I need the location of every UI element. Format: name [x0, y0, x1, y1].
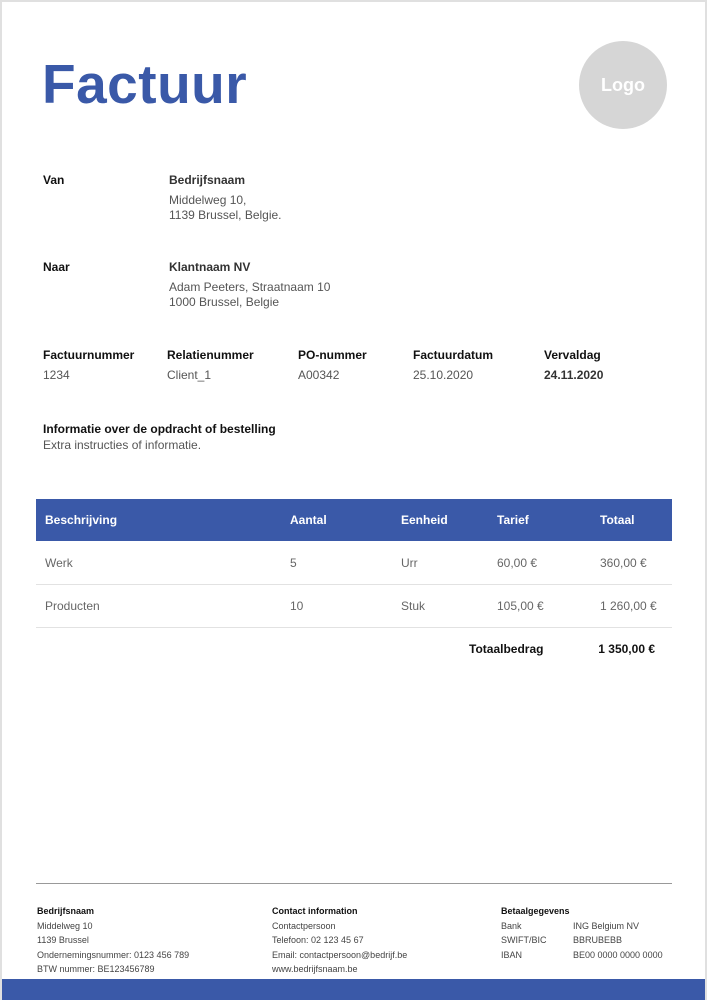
- po-number-value: A00342: [298, 368, 340, 382]
- invoice-title: Factuur: [42, 53, 248, 115]
- recipient-address-line2: 1000 Brussel, Belgie: [169, 295, 280, 309]
- col-total-header: Totaal: [600, 513, 635, 527]
- logo-placeholder: Logo: [579, 41, 667, 129]
- footer-website-link: www.bedrijfsnaam.be: [272, 964, 358, 974]
- row-description: Werk: [45, 556, 73, 570]
- row-total: 360,00 €: [600, 556, 647, 570]
- sender-address-line1: Middelweg 10,: [169, 193, 247, 207]
- payment-value: BBRUBEBB: [573, 935, 623, 945]
- footer-company-line: 1139 Brussel: [37, 935, 89, 945]
- row-rate: 105,00 €: [497, 599, 544, 613]
- payment-key: Bank: [501, 920, 522, 931]
- col-quantity-header: Aantal: [290, 513, 327, 527]
- row-quantity: 5: [290, 556, 297, 570]
- items-table-header: [36, 499, 672, 541]
- recipient-name: Klantnaam NV: [169, 260, 251, 274]
- invoice-date-label: Factuurdatum: [413, 348, 494, 362]
- col-rate-header: Tarief: [497, 513, 529, 527]
- row-description: Producten: [45, 599, 100, 613]
- invoice-page: [2, 2, 705, 1000]
- footer-payment-title: Betaalgegevens: [501, 906, 570, 916]
- footer-company-title: Bedrijfsnaam: [37, 906, 95, 916]
- row-unit: Stuk: [401, 599, 426, 613]
- total-amount-value: 1 350,00 €: [598, 642, 655, 656]
- footer-contact-title: Contact information: [272, 906, 358, 916]
- footer-contact-line: Contactpersoon: [272, 920, 336, 931]
- info-title: Informatie over de opdracht of bestelling: [43, 422, 276, 436]
- row-rate: 60,00 €: [497, 556, 538, 570]
- invoice-number-value: 1234: [43, 368, 70, 382]
- po-number-label: PO-nummer: [298, 348, 367, 362]
- table-row: [36, 585, 672, 628]
- sender-label: Van: [43, 173, 65, 187]
- relation-number-label: Relatienummer: [167, 348, 254, 362]
- footer-company: [37, 904, 189, 977]
- due-date-value: 24.11.2020: [544, 368, 604, 382]
- row-quantity: 10: [290, 599, 304, 613]
- due-date-label: Vervaldag: [544, 348, 601, 362]
- total-amount-label: Totaalbedrag: [469, 642, 544, 656]
- sender-address-line2: 1139 Brussel, Belgie.: [169, 208, 282, 222]
- relation-number-value: Client_1: [167, 368, 212, 382]
- payment-row: [501, 948, 663, 963]
- recipient-label: Naar: [43, 260, 70, 274]
- footer-contact-line: Email: contactpersoon@bedrijf.be: [272, 949, 408, 960]
- row-total: 1 260,00 €: [600, 599, 657, 613]
- footer-payment: [501, 904, 663, 962]
- info-text: Extra instructies of informatie.: [43, 438, 202, 452]
- footer-divider: [36, 883, 672, 884]
- payment-value: BE00 0000 0000 0000: [573, 949, 663, 960]
- footer-company-line: BTW nummer: BE123456789: [37, 964, 155, 974]
- invoice-number-label: Factuurnummer: [43, 348, 135, 362]
- footer-contact: [272, 904, 407, 977]
- recipient-address-line1: Adam Peeters, Straatnaam 10: [169, 280, 331, 294]
- payment-row: [501, 933, 663, 948]
- table-row: [36, 542, 672, 585]
- payment-row: [501, 919, 663, 934]
- col-description-header: Beschrijving: [45, 513, 118, 527]
- payment-value: ING Belgium NV: [573, 920, 640, 931]
- footer-accent-bar: [2, 979, 705, 1000]
- footer-company-line: Ondernemingsnummer: 0123 456 789: [37, 949, 190, 960]
- row-unit: Urr: [401, 556, 418, 570]
- footer-company-line: Middelweg 10: [37, 920, 93, 931]
- col-unit-header: Eenheid: [401, 513, 448, 527]
- sender-name: Bedrijfsnaam: [169, 173, 246, 187]
- payment-key: SWIFT/BIC: [501, 935, 547, 945]
- payment-key: IBAN: [501, 949, 523, 960]
- invoice-date-value: 25.10.2020: [413, 368, 474, 382]
- footer-contact-line: Telefoon: 02 123 45 67: [272, 935, 364, 945]
